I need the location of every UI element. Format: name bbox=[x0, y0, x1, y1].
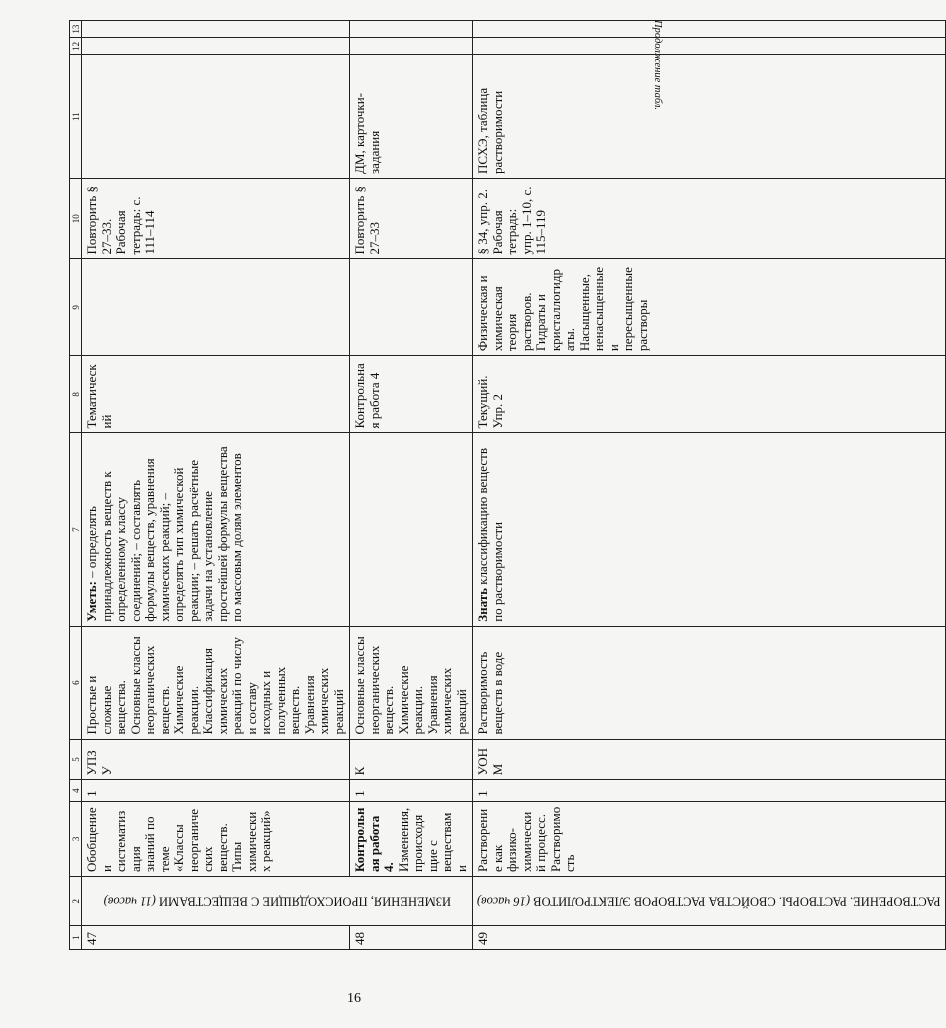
section-title-changes: ИЗМЕНЕНИЯ, ПРОИСХОДЯЩИЕ С ВЕЩЕСТВАМИ (11 часов) bbox=[82, 876, 473, 925]
requirements bbox=[350, 433, 473, 626]
header-cell: 10 bbox=[70, 178, 82, 259]
lesson-type: УОНМ bbox=[473, 739, 946, 780]
table-row bbox=[82, 21, 350, 950]
homework: Повторить § 27–33 bbox=[350, 178, 473, 259]
row-number: 47 bbox=[82, 926, 350, 950]
lesson-topic: Растворение как физико-химический процесс. Растворимость bbox=[473, 801, 946, 876]
lesson-content: Простые и сложные вещества. Основные классы неорганических веществ. Химические реакции. Классификация химических реакций по числу и составу исходных и полученных веществ. Уравнения химических реакций bbox=[82, 626, 350, 739]
control-type: Контрольная работа 4 bbox=[350, 356, 473, 433]
extra-content bbox=[82, 259, 350, 356]
table-row bbox=[473, 21, 946, 950]
lesson-content: Основные классы неорганических веществ. Химические реакции. Уравнения химических реакций bbox=[350, 626, 473, 739]
col-12-cell bbox=[473, 38, 946, 55]
header-cell: 13 bbox=[70, 21, 82, 38]
header-cell: 1 bbox=[70, 926, 82, 950]
equipment: ПСХЭ, таблица растворимости bbox=[473, 55, 946, 179]
header-cell: 8 bbox=[70, 356, 82, 433]
header-cell: 2 bbox=[70, 876, 82, 925]
requirements: Знать классификацию веществ по растворимости bbox=[473, 433, 946, 626]
header-cell: 9 bbox=[70, 259, 82, 356]
header-row bbox=[70, 21, 82, 950]
hours-count: 1 bbox=[350, 780, 473, 801]
header-cell: 5 bbox=[70, 739, 82, 780]
lesson-type: К bbox=[350, 739, 473, 780]
homework: § 34, упр. 2. Рабочая тетрадь: упр. 1–10, с. 115–119 bbox=[473, 178, 946, 259]
equipment bbox=[82, 55, 350, 179]
header-cell: 12 bbox=[70, 38, 82, 55]
control-type: Текущий. Упр. 2 bbox=[473, 356, 946, 433]
hours-count: 1 bbox=[82, 780, 350, 801]
col-13-cell bbox=[82, 21, 350, 38]
extra-content bbox=[350, 259, 473, 356]
equipment: ДМ, карточки-задания bbox=[350, 55, 473, 179]
hours-count: 1 bbox=[473, 780, 946, 801]
header-cell: 11 bbox=[70, 55, 82, 179]
requirements: Уметь: – определять принадлежность веществ к определенному классу соединений; – составлять формулы веществ, уравнения химических реакций; – определять тип химической реакции; – решать расчётные задачи на установление простейшей формулы вещества по массовым долям элементов bbox=[82, 433, 350, 626]
col-13-cell bbox=[473, 21, 946, 38]
row-number: 49 bbox=[473, 926, 946, 950]
extra-content: Физическая и химическая теория растворов. Гидраты и кристаллогидраты. Насыщенные, ненасыщенные и пересыщенные растворы bbox=[473, 259, 946, 356]
lesson-type: УПЗУ bbox=[82, 739, 350, 780]
col-12-cell bbox=[350, 38, 473, 55]
col-12-cell bbox=[82, 38, 350, 55]
homework: Повторить § 27–33. Рабочая тетрадь: с. 111–114 bbox=[82, 178, 350, 259]
lesson-topic: Контрольная работа 4. Изменения, происходящие с веществами bbox=[350, 801, 473, 876]
section-title-solutions: РАСТВОРЕНИЕ. РАСТВОРЫ. СВОЙСТВА РАСТВОРОВ ЭЛЕКТРОЛИТОВ (16 часов) bbox=[473, 876, 946, 925]
lesson-topic: Обобщение и систематизация знаний по теме «Классы неорганических веществ. Типы химических реакций» bbox=[82, 801, 350, 876]
continuation-label: Продолжение табл. bbox=[652, 20, 663, 111]
header-cell: 3 bbox=[70, 801, 82, 876]
header-cell: 6 bbox=[70, 626, 82, 739]
lesson-plan-table bbox=[69, 20, 946, 950]
table-row bbox=[350, 21, 473, 950]
page-number: 16 bbox=[347, 991, 361, 1006]
lesson-content: Растворимость веществ в воде bbox=[473, 626, 946, 739]
header-cell: 7 bbox=[70, 433, 82, 626]
col-13-cell bbox=[350, 21, 473, 38]
row-number: 48 bbox=[350, 926, 473, 950]
control-type: Тематический bbox=[82, 356, 350, 433]
header-cell: 4 bbox=[70, 780, 82, 801]
